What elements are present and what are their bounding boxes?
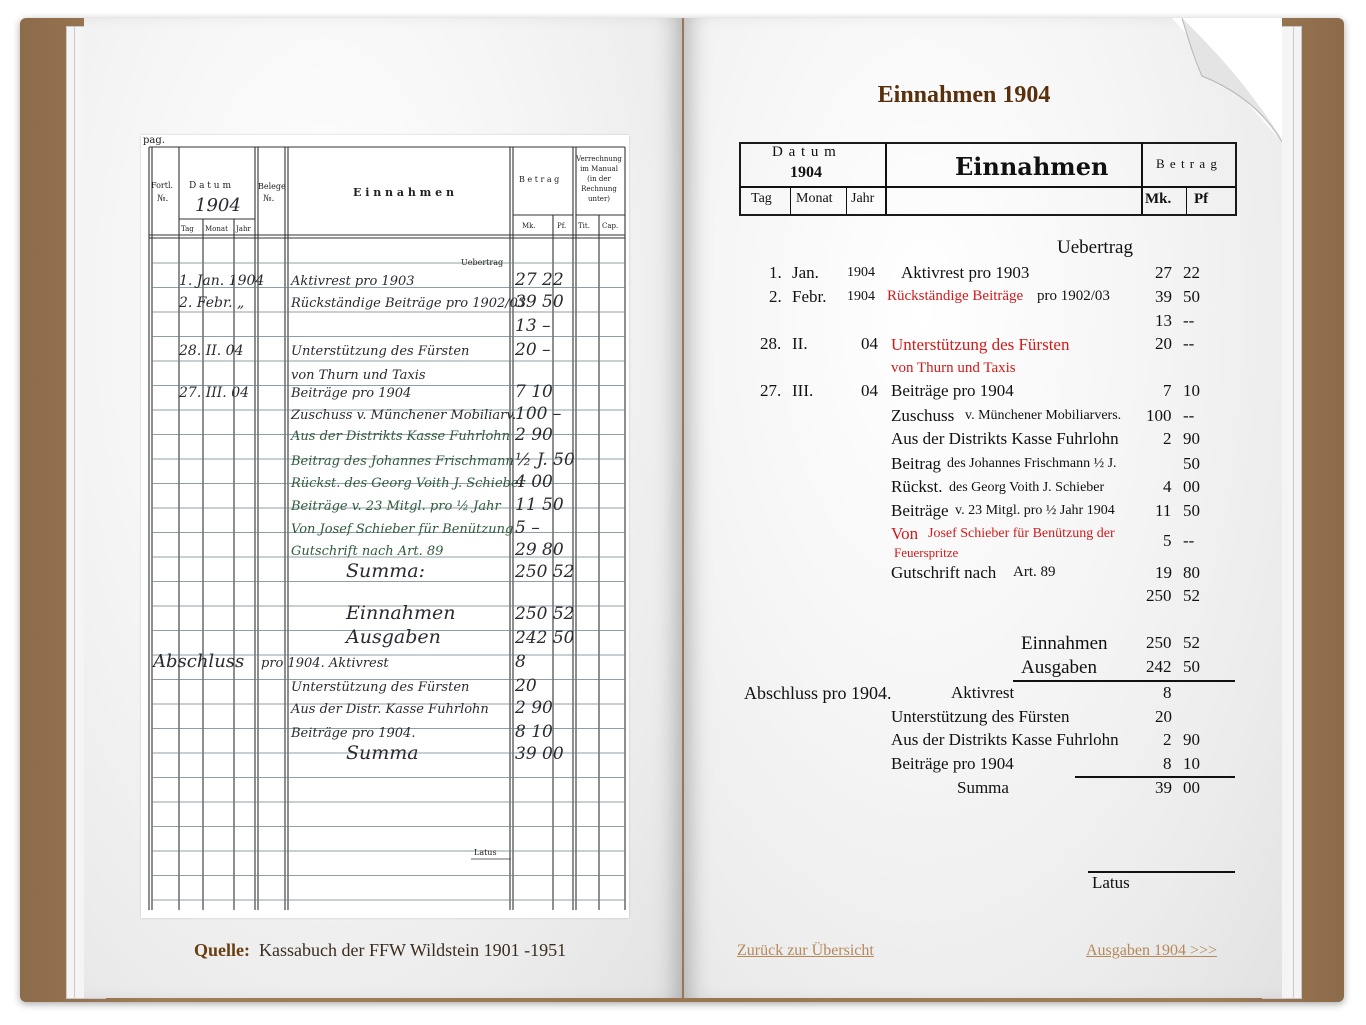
r13-mk: 250 <box>1146 586 1172 605</box>
a4-text: Beiträge pro 1904 <box>891 754 1014 773</box>
r12-text-sm: Art. 89 <box>1013 564 1056 580</box>
scan-row-text: Beiträge v. 23 Mitgl. pro ½ Jahr <box>291 499 501 514</box>
scan-row-text: Rückst. des Georg Voith J. Schieber <box>291 476 525 491</box>
r12-mk: 19 <box>1155 563 1172 582</box>
scan-latus: Latus <box>474 848 497 857</box>
scan-row-amount: 100 – <box>515 404 562 424</box>
a2-mk: 20 <box>1155 707 1172 726</box>
scan-row-text: Aus der Distrikts Kasse Fuhrlohn <box>291 429 511 444</box>
r9-pf: 00 <box>1183 477 1200 496</box>
scan-col-tit: Tit. <box>578 222 590 230</box>
r6-pf: -- <box>1183 406 1195 425</box>
r1-mk: 27 <box>1155 263 1172 282</box>
scan-row-amount: 8 <box>515 652 526 672</box>
ein-mk: 250 <box>1146 633 1172 652</box>
r9-text-sm: des Georg Voith J. Schieber <box>949 480 1105 495</box>
r10-text: Beiträge <box>891 501 949 520</box>
r9-mk: 4 <box>1163 477 1172 496</box>
r1-monat: Jan. <box>792 263 819 282</box>
scan-row-text: Summa <box>346 742 419 764</box>
scan-row-text: Von Josef Schieber für Benützung <box>291 522 514 537</box>
r11-pf: -- <box>1183 531 1195 550</box>
scan-row-amount: ½ J. 50 <box>515 450 575 470</box>
scan-row-amount: 250 52 <box>515 562 575 582</box>
scan-col-belege: Belege <box>258 182 286 191</box>
scan-col-belege-no: №. <box>263 194 275 204</box>
scan-row-text: pro 1904. Aktivrest <box>261 656 389 671</box>
ein-text: Einnahmen <box>1021 633 1108 654</box>
scan-col-betrag: B e t r a g <box>519 175 560 184</box>
r6-text: Zuschuss <box>891 406 955 425</box>
scan-row-amount: 2 90 <box>515 698 553 718</box>
scan-verrechnung-line: Verrechnung <box>576 155 622 163</box>
scan-row-amount: 250 52 <box>515 604 575 624</box>
scan-row-amount: 29 80 <box>515 540 564 560</box>
scan-row-amount: 13 – <box>515 316 551 336</box>
summa-mk: 39 <box>1155 778 1172 797</box>
header-betrag: B e t r a g <box>1156 156 1218 171</box>
scan-row-amount: 27 22 <box>515 270 564 290</box>
scan-verrechnung-line: (in der <box>587 175 611 183</box>
scan-col-monat: Monat <box>205 225 228 233</box>
header-pf: Pf <box>1194 191 1209 207</box>
abs-mk: 8 <box>1163 683 1172 702</box>
scan-row-amount: 39 00 <box>515 744 564 764</box>
header-jahr: Jahr <box>851 191 875 206</box>
scan-row-amount: 4 00 <box>515 472 553 492</box>
summary-rule <box>1013 680 1235 682</box>
r2-pf: 50 <box>1183 287 1200 306</box>
scan-col-fortl-no: №. <box>157 194 169 204</box>
header-monat: Monat <box>796 191 833 206</box>
r4-mk: 20 <box>1155 334 1172 353</box>
back-to-overview-link[interactable]: Zurück zur Übersicht <box>737 942 874 959</box>
scan-row-text: Beiträge pro 1904. <box>291 726 416 741</box>
scan-row-amount: 11 50 <box>515 495 564 515</box>
r11-text-red-sm2: Feuerspritze <box>894 545 959 560</box>
scan-uebertrag: Uebertrag <box>461 258 504 267</box>
summa-text: Summa <box>957 778 1009 797</box>
header-datum: D a t u m <box>772 144 837 160</box>
scan-row-text: von Thurn und Taxis <box>291 368 426 383</box>
header-divider-4 <box>846 188 847 214</box>
r12-text: Gutschrift nach <box>891 563 997 582</box>
scan-row-date: 27. III. 04 <box>179 385 250 401</box>
r2-mk: 39 <box>1155 287 1172 306</box>
scan-col-fortl: Fortl. <box>151 181 174 190</box>
source-caption <box>194 940 566 961</box>
scan-col-mk: Mk. <box>522 222 536 230</box>
scan-col-verrechnung <box>575 155 622 203</box>
header-mk: Mk. <box>1145 191 1172 207</box>
r4-pf: -- <box>1183 334 1195 353</box>
scan-verrechnung-line: im Manual <box>580 165 618 173</box>
r6-mk: 100 <box>1146 406 1172 425</box>
r3-mk: 13 <box>1155 311 1172 330</box>
scan-verrechnung-line: unter) <box>587 195 611 203</box>
scan-row-text: Beitrag des Johannes Frischmann <box>291 454 514 469</box>
r5-pf: 10 <box>1183 381 1200 400</box>
scan-col-cap: Cap. <box>602 222 619 230</box>
r5-tag: 27. <box>760 381 782 400</box>
r8-text-sm: des Johannes Frischmann ½ J. <box>947 456 1117 471</box>
r10-mk: 11 <box>1155 501 1172 520</box>
scan-row-text: Ausgaben <box>346 626 441 648</box>
ledger-uebertrag: Uebertrag <box>1057 237 1133 258</box>
source-label: Quelle: <box>194 940 250 960</box>
ein-pf: 52 <box>1183 633 1200 652</box>
source-text: Kassabuch der FFW Wildstein 1901 -1951 <box>259 940 567 960</box>
r10-pf: 50 <box>1183 501 1200 520</box>
a3-pf: 90 <box>1183 730 1200 749</box>
r11-mk: 5 <box>1163 531 1172 550</box>
scan-row-date: 28. II. 04 <box>179 343 244 359</box>
scan-row-text: Aus der Distr. Kasse Fuhrlohn <box>291 702 489 717</box>
a4-mk: 8 <box>1163 754 1172 773</box>
scan-pag-label: pag. <box>143 135 165 146</box>
scan-row-text: Gutschrift nach Art. 89 <box>291 544 444 559</box>
r1-jahr: 1904 <box>847 265 875 280</box>
scan-row-date: 1. Jan. 1904 <box>179 273 265 289</box>
scan-row-text: Unterstützung des Fürsten <box>291 680 470 695</box>
r1-pf: 22 <box>1183 263 1200 282</box>
scan-row-amount: 242 50 <box>515 628 575 648</box>
r4-monat: II. <box>792 334 808 353</box>
scan-row-amount: 39 50 <box>515 292 564 312</box>
r6-text-sm: v. Münchener Mobiliarvers. <box>965 408 1122 423</box>
r13-pf: 52 <box>1183 586 1200 605</box>
r5-monat: III. <box>792 381 814 400</box>
scan-col-jahr: Jahr <box>236 225 251 233</box>
r2-monat: Febr. <box>792 287 827 306</box>
scan-row-text: Rückständige Beiträge pro 1902/03 <box>291 296 527 311</box>
a4-pf: 10 <box>1183 754 1200 773</box>
r5-text: Beiträge pro 1904 <box>891 381 1014 400</box>
r5-mk: 7 <box>1163 381 1172 400</box>
scan-row-amount: 5 – <box>515 518 540 538</box>
header-divider-5 <box>1186 188 1187 214</box>
ledger-scan-image <box>141 135 629 918</box>
header-year: 1904 <box>790 164 822 181</box>
scan-row-text: Summa: <box>346 560 426 582</box>
header-einnahmen: Einnahmen <box>955 152 1109 181</box>
header-divider-2 <box>1141 142 1143 214</box>
scan-row-amount: 20 – <box>515 340 551 360</box>
r7-mk: 2 <box>1163 429 1172 448</box>
header-divider-3 <box>790 188 791 214</box>
r2-text-red: Rückständige Beiträge <box>887 288 1024 304</box>
a2-text: Unterstützung des Fürsten <box>891 707 1070 726</box>
r1-text: Aktivrest pro 1903 <box>901 263 1030 282</box>
r11-text-red: Von <box>891 524 919 543</box>
aus-mk: 242 <box>1146 657 1172 676</box>
abs-text: Aktivrest <box>951 683 1015 702</box>
a3-text: Aus der Distrikts Kasse Fuhrlohn <box>891 730 1119 749</box>
scan-col-datum: D a t u m <box>189 181 231 191</box>
scan-col-tag: Tag <box>181 225 194 233</box>
r3-pf: -- <box>1183 311 1195 330</box>
scan-row-amount: 2 90 <box>515 425 553 445</box>
r9-text: Rückst. <box>891 477 943 496</box>
latus-text: Latus <box>1092 873 1130 892</box>
scan-col-pf: Pf. <box>557 222 567 230</box>
r5-jahr: 04 <box>861 381 878 400</box>
scan-row-text: Zuschuss v. Münchener Mobiliarv. <box>291 408 517 423</box>
scan-row-date: 2. Febr. „ <box>179 295 245 311</box>
scan-row-text: Einnahmen <box>346 602 456 624</box>
scan-row-date: Abschluss <box>153 651 245 672</box>
scan-year: 1904 <box>195 195 241 216</box>
aus-pf: 50 <box>1183 657 1200 676</box>
r2-tag: 2. <box>769 287 782 306</box>
aus-text: Ausgaben <box>1021 657 1097 678</box>
r10-text-sm: v. 23 Mitgl. pro ½ Jahr 1904 <box>955 503 1115 518</box>
scan-row-text: Unterstützung des Fürsten <box>291 344 470 359</box>
r7-text: Aus der Distrikts Kasse Fuhrlohn <box>891 429 1119 448</box>
r8-text: Beitrag <box>891 454 942 473</box>
scan-row-amount: 8 10 <box>515 722 553 742</box>
r4-tag: 28. <box>760 334 782 353</box>
scan-verrechnung-line: Rechnung <box>581 185 617 193</box>
header-divider-1 <box>885 142 887 214</box>
r2-jahr: 1904 <box>847 289 875 304</box>
a3-mk: 2 <box>1163 730 1172 749</box>
r4b-text-red: von Thurn und Taxis <box>891 360 1016 376</box>
summa-pf: 00 <box>1183 778 1200 797</box>
r1-tag: 1. <box>769 263 782 282</box>
header-tag: Tag <box>751 191 772 206</box>
page-title: Einnahmen 1904 <box>877 82 1051 108</box>
r8-pf: 50 <box>1183 454 1200 473</box>
r4-text-red: Unterstützung des Fürsten <box>891 335 1070 354</box>
scan-row-amount: 7 10 <box>515 382 553 402</box>
r4-jahr: 04 <box>861 334 878 353</box>
header-divider-h <box>739 186 1235 188</box>
r2-text: pro 1902/03 <box>1037 288 1110 304</box>
scan-row-amount: 20 <box>515 676 537 696</box>
page-curl-icon <box>1172 18 1282 142</box>
next-ausgaben-link[interactable]: Ausgaben 1904 >>> <box>1086 942 1218 959</box>
abs-label: Abschluss pro 1904. <box>744 683 892 703</box>
r11-text-red-sm: Josef Schieber für Benützung der <box>928 526 1115 541</box>
scan-row-text: Beiträge pro 1904 <box>291 386 412 401</box>
scan-col-einnahmen: E i n n a h m e n <box>353 186 454 199</box>
r12-pf: 80 <box>1183 563 1200 582</box>
r7-pf: 90 <box>1183 429 1200 448</box>
scan-row-text: Aktivrest pro 1903 <box>291 274 415 289</box>
